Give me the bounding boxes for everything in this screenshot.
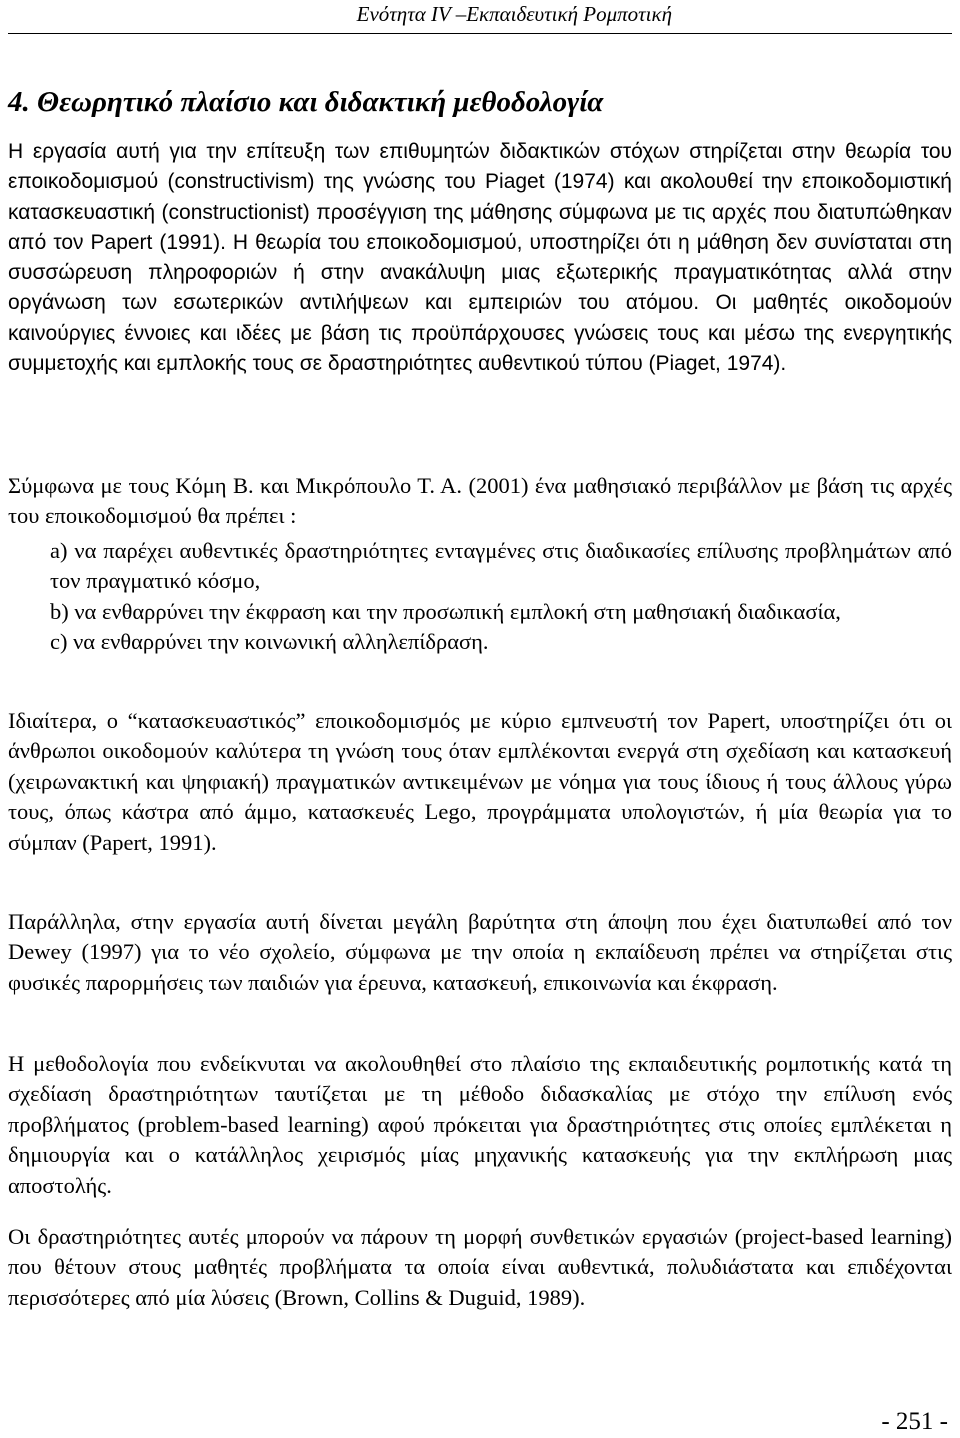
requirements-list [50,536,952,658]
list-item: c) να ενθαρρύνει την κοινωνική αλληλεπίδραση. [50,629,489,655]
page-number: - 251 - [881,1408,948,1435]
header-rule [8,33,952,34]
running-header: Ενότητα IV –Εκπαιδευτική Ρομποτική [356,2,672,26]
list-item: b) να ενθαρρύνει την έκφραση και την προσωπική εμπλοκή στη μαθησιακή διαδικασία, [50,598,841,624]
paragraph-methodology: Η μεθοδολογία που ενδείκνυται να ακολουθηθεί στο πλαίσιο της εκπαιδευτικής ρομποτικής κατά τη σχεδίαση δραστηριότητων ταυτίζεται με τη μέθοδο διδασκαλίας με στόχο την επίλυση ενός προβλήματος (problem-based learning) αφού πρόκειται για δραστηριότητες στις οποίες εμπλέκεται η δημιουργία και ο κατάλληλος χειρισμός μίας μηχανικής κατασκευής για την εκπλήρωση μιας αποστολής. [8,1051,952,1198]
paragraph-learning-environment-intro: Σύμφωνα με τους Κόμη Β. και Μικρόπουλο Τ. Α. (2001) ένα μαθησιακό περιβάλλον με βάση τις αρχές του εποικοδομισμού θα πρέπει : [8,473,952,529]
paragraph-project-based-learning: Οι δραστηριότητες αυτές μπορούν να πάρουν τη μορφή συνθετικών εργασιών (project-based learning) που θέτουν στους μαθητές προβλήματα τα οποία είναι αυθεντικά, πολυδιάστατα και επιδέχονται περισσότερες από μία λύσεις (Brown, Collins & Duguid, 1989). [8,1224,952,1310]
section-title: 4. Θεωρητικό πλαίσιο και διδακτική μεθοδολογία [8,86,604,118]
list-item: a) να παρέχει αυθεντικές δραστηριότητες ενταγμένες στις διαδικασίες επίλυσης προβλημάτων από τον πραγματικό κόσμο, [50,538,952,594]
paragraph-dewey: Παράλληλα, στην εργασία αυτή δίνεται μεγάλη βαρύτητα στη άποψη που έχει διατυπωθεί από τον Dewey (1997) για το νέο σχολείο, σύμφωνα με την οποία η εκπαίδευση πρέπει να στηρίζεται στις φυσικές παρορμήσεις των παιδιών για έρευνα, κατασκευή, επικοινωνία και έκφραση. [8,909,952,995]
paragraph-constructivism: Η εργασία αυτή για την επίτευξη των επιθυμητών διδακτικών στόχων στηρίζεται στην θεωρία του εποικοδομισμού (constructivism) της γνώσης του Piaget (1974) και ακολουθεί την εποικοδομιστική κατασκευαστική (constructionist) προσέγγιση της μάθησης σύμφωνα με τις αρχές που διατυπώθηκαν από τον Papert (1991). Η θεωρία του εποικοδομισμού, υποστηρίζει ότι η μάθηση δεν συνίσταται στη συσσώρευση πληροφοριών ή στην ανακάλυψη μιας εξωτερικής πραγματικότητας αλλά στην οργάνωση των εσωτερικών αντιλήψεων και εμπειριών του ατόμου. Οι μαθητές οικοδομούν καινούργιες έννοιες και ιδέες με βάση τις προϋπάρχουσες γνώσεις τους και μέσω της ενεργητικής συμμετοχής και εμπλοκής τους σε δραστηριότητες αυθεντικού τύπου (Piaget, 1974). [8,140,952,376]
paragraph-papert-constructionism: Ιδιαίτερα, ο “κατασκευαστικός” εποικοδομισμός με κύριο εμπνευστή τον Papert, υποστηρίζει ότι οι άνθρωποι οικοδομούν καλύτερα τη γνώση τους όταν εμπλέκονται ενεργά στη σχεδίαση και κατασκευή (χειρωνακτική και ψηφιακή) πραγματικών αντικειμένων με νόημα για τους ίδιους ή τους άλλους γύρω τους, όπως κάστρα από άμμο, κατασκευές Lego, προγράμματα υπολογιστών, ή μία θεωρία για το σύμπαν (Papert, 1991). [8,708,952,855]
